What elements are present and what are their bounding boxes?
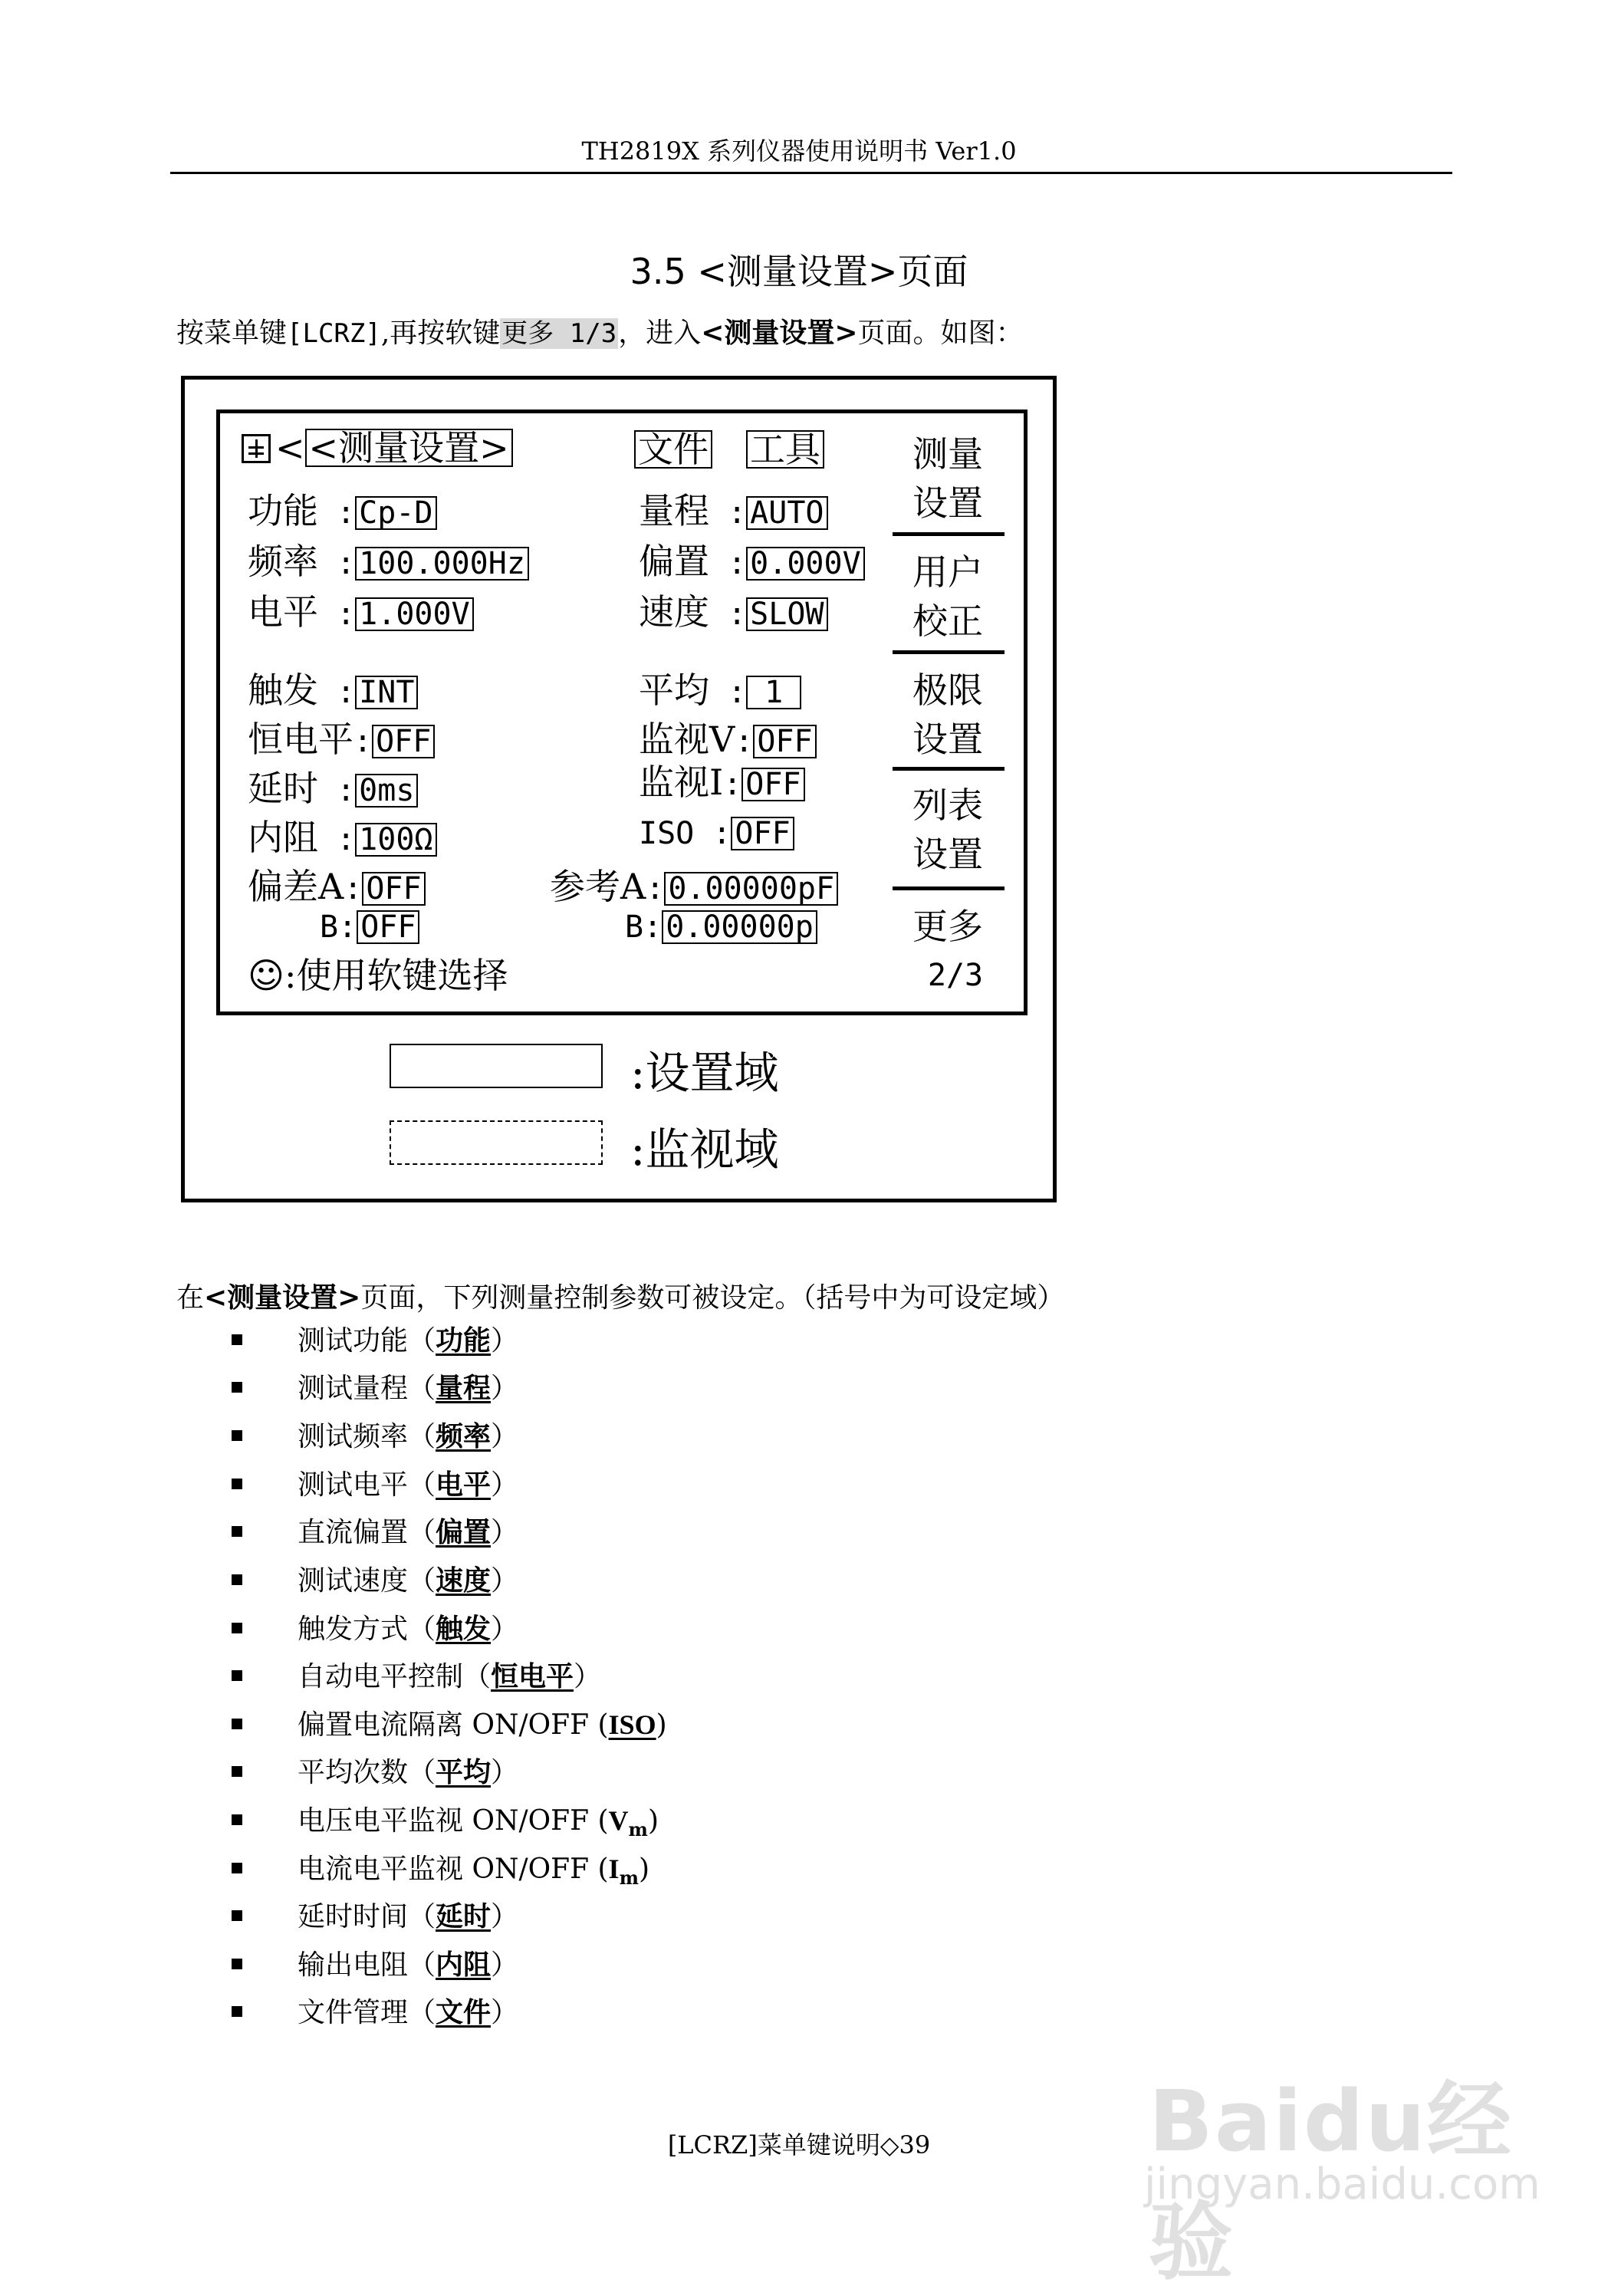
list-item-subscript: m <box>619 1867 639 1890</box>
softkey-limit-setup-line1: 极限 <box>912 669 983 711</box>
range-label: 量程 <box>639 490 709 531</box>
list-item: 测试频率（频率） <box>232 1415 518 1454</box>
row-average: 平均 : 1 <box>639 673 801 709</box>
list-item-field: 偏置 <box>436 1516 492 1548</box>
list-item: 直流偏置（偏置） <box>232 1511 518 1550</box>
softkey-list-setup-line2: 设置 <box>912 834 983 875</box>
range-field[interactable]: AUTO <box>746 496 827 530</box>
level-label: 电平 <box>248 591 318 633</box>
legend-setting-swatch <box>390 1044 603 1088</box>
list-item-field: 量程 <box>436 1372 492 1404</box>
list-item-field: 频率 <box>436 1420 492 1452</box>
softkey-limit-setup[interactable] <box>891 666 1005 764</box>
list-item: 电流电平监视 ON/OFF $(I_m)$ <box>232 1847 649 1889</box>
row-speed: 速度 : SLOW <box>639 594 828 631</box>
row-reference-b: B: 0.00000p <box>625 907 817 944</box>
speed-field[interactable]: SLOW <box>746 597 827 631</box>
source-resistance-label: 内阻 <box>248 817 318 858</box>
tab-tools-label: 工具 <box>746 430 824 469</box>
row-level: 电平 : 1.000V <box>248 594 474 631</box>
list-item: 测试量程（量程） <box>232 1367 518 1406</box>
tab-file[interactable] <box>634 430 712 469</box>
intro-page-ref: <测量设置> <box>701 317 858 349</box>
list-item-field: ISO <box>608 1709 656 1740</box>
list-item-field: 恒电平 <box>491 1660 574 1692</box>
row-monitor-i: 监视I: OFF <box>639 765 805 801</box>
row-deviation-a: 偏差A: OFF <box>248 869 426 906</box>
softkey-more-line2: 2/3 <box>927 958 984 993</box>
iso-field[interactable]: OFF <box>731 817 794 850</box>
smiley-icon: ☺ <box>248 955 284 996</box>
intro-key-lcrz: [LCRZ] <box>287 318 381 349</box>
list-item-subscript: m <box>628 1818 648 1841</box>
row-iso: ISO : OFF <box>639 814 794 850</box>
softkey-more[interactable] <box>891 902 1005 1000</box>
reference-b-field[interactable]: 0.00000p <box>662 910 817 944</box>
list-item: 输出电阻（内阻） <box>232 1943 518 1982</box>
list-item: 文件管理（文件） <box>232 1991 518 2030</box>
list-item-field: 功能 <box>436 1324 492 1357</box>
body-paragraph <box>176 1276 1064 1315</box>
softkey-divider <box>893 532 1005 536</box>
intro-text-c: ，进入 <box>618 317 702 349</box>
softkey-more-line1: 更多 <box>912 906 983 947</box>
list-item-field: I <box>608 1854 620 1884</box>
intro-softkey-highlight: 更多 1/3 <box>501 318 617 349</box>
list-item: 延时时间（延时） <box>232 1895 518 1934</box>
list-item-field: V <box>608 1805 629 1836</box>
row-reference-a: 参考A: 0.00000pF <box>550 869 838 906</box>
softkey-measure-setup-line2: 设置 <box>912 482 983 524</box>
list-item: 测试速度（速度） <box>232 1559 518 1598</box>
average-label: 平均 <box>639 669 709 711</box>
legend-monitor-label: :监视域 <box>630 1123 779 1176</box>
reference-b-label: B <box>625 910 644 945</box>
bias-label: 偏置 <box>639 541 709 582</box>
list-item: 偏置电流隔离 ON/OFF (ISO) <box>232 1703 667 1742</box>
trigger-field[interactable]: INT <box>355 676 418 709</box>
legend-setting-label: :设置域 <box>630 1047 779 1099</box>
source-resistance-field[interactable]: 100Ω <box>355 823 436 857</box>
list-item: 自动电平控制（恒电平） <box>232 1655 601 1694</box>
list-item-field: 触发 <box>436 1613 492 1645</box>
frequency-label: 频率 <box>248 541 318 582</box>
legend-monitor-swatch <box>390 1120 603 1165</box>
deviation-a-field[interactable]: OFF <box>362 872 425 906</box>
list-item-field: 平均 <box>436 1756 492 1788</box>
para-page-ref: <测量设置> <box>204 1281 361 1314</box>
level-field[interactable]: 1.000V <box>355 597 474 631</box>
list-item: 测试电平（电平） <box>232 1463 518 1502</box>
screen-title-row <box>242 429 513 467</box>
softkey-limit-setup-line2: 设置 <box>912 719 983 760</box>
list-item: 触发方式（触发） <box>232 1607 518 1646</box>
baidu-watermark <box>1104 2040 1540 2291</box>
tab-tools[interactable] <box>746 430 824 469</box>
delay-field[interactable]: 0ms <box>355 774 418 808</box>
deviation-a-label: 偏差A <box>248 866 344 907</box>
monitor-v-label: 监视V <box>639 719 735 760</box>
softkey-divider <box>893 886 1005 890</box>
watermark-site: jingyan.baidu.com <box>1144 2159 1540 2209</box>
row-deviation-b: B: OFF <box>320 907 419 944</box>
tab-file-label: 文件 <box>634 430 712 469</box>
list-item-field: 文件 <box>436 1996 492 2028</box>
running-header: TH2819X 系列仪器使用说明书 Ver1.0 <box>581 137 1017 166</box>
list-item: 测试功能（功能） <box>232 1319 518 1358</box>
function-field[interactable]: Cp-D <box>355 496 436 530</box>
page-footer: [LCRZ]菜单键说明◇39 <box>667 2130 931 2159</box>
frequency-field[interactable]: 100.000Hz <box>355 547 529 581</box>
deviation-b-label: B <box>320 910 339 945</box>
list-item-field: 内阻 <box>436 1949 492 1981</box>
row-source-resistance: 内阻 : 100Ω <box>248 820 437 857</box>
row-range: 量程 : AUTO <box>639 493 828 530</box>
softkey-divider <box>893 650 1005 654</box>
row-bias: 偏置 : 0.000V <box>639 544 865 581</box>
screen-page-title-text: <测量设置> <box>308 427 509 469</box>
para-text-a: 在 <box>176 1282 205 1314</box>
speed-label: 速度 <box>639 591 709 633</box>
softkey-list-setup-line1: 列表 <box>912 785 983 826</box>
softkey-divider <box>893 767 1005 771</box>
list-item-field: 电平 <box>436 1469 492 1501</box>
screen-title-open: < <box>275 427 305 469</box>
screen-page-title[interactable] <box>305 429 513 467</box>
section-title: 3.5 <测量设置>页面 <box>630 251 968 292</box>
hint-row <box>248 955 508 996</box>
monitor-i-field[interactable]: OFF <box>741 768 804 801</box>
row-delay: 延时 : 0ms <box>248 771 418 808</box>
softkey-measure-setup[interactable] <box>891 429 1005 528</box>
trigger-label: 触发 <box>248 669 318 711</box>
header-rule <box>170 172 1452 174</box>
iso-label: ISO <box>639 816 695 851</box>
reference-a-field[interactable]: 0.00000pF <box>664 872 838 906</box>
row-trigger: 触发 : INT <box>248 673 418 709</box>
function-label: 功能 <box>248 490 318 531</box>
watermark-logo: Baidu经验 <box>1149 2072 1513 2291</box>
list-item: 电压电平监视 ON/OFF $(V_m)$ <box>232 1799 659 1840</box>
row-function: 功能 : Cp-D <box>248 493 437 530</box>
softkey-user-correction[interactable] <box>891 548 1005 646</box>
alc-label: 恒电平 <box>248 719 353 760</box>
hint-text: :使用软键选择 <box>284 955 508 996</box>
row-alc: 恒电平: OFF <box>248 722 435 758</box>
delay-label: 延时 <box>248 768 318 809</box>
list-item-field: 延时 <box>436 1900 492 1933</box>
row-frequency: 频率 : 100.000Hz <box>248 544 529 581</box>
softkey-user-correction-line2: 校正 <box>912 600 983 642</box>
list-item-field: 速度 <box>436 1564 492 1597</box>
average-field[interactable]: 1 <box>746 676 801 709</box>
reference-a-label: 参考A <box>550 866 646 907</box>
list-item: 平均次数（平均） <box>232 1751 518 1790</box>
monitor-v-field[interactable]: OFF <box>753 725 816 758</box>
para-text-b: 页面，下列测量控制参数可被设定。（括号中为可设定域） <box>360 1282 1065 1314</box>
bias-field[interactable]: 0.000V <box>746 547 865 581</box>
intro-text-a: 按菜单键 <box>176 317 288 349</box>
intro-text-b: ,再按软键 <box>380 317 501 349</box>
softkey-user-correction-line1: 用户 <box>912 551 983 593</box>
deviation-b-field[interactable]: OFF <box>357 910 419 944</box>
intro-text-d: 页面。如图： <box>857 317 1024 349</box>
monitor-i-label: 监视I <box>639 761 724 803</box>
row-monitor-v: 监视V: OFF <box>639 722 817 758</box>
softkey-list-setup[interactable] <box>891 781 1005 879</box>
softkey-measure-setup-line1: 测量 <box>912 433 983 475</box>
alc-field[interactable]: OFF <box>372 725 435 758</box>
page-menu-icon <box>242 434 271 463</box>
intro-paragraph <box>176 311 1024 350</box>
